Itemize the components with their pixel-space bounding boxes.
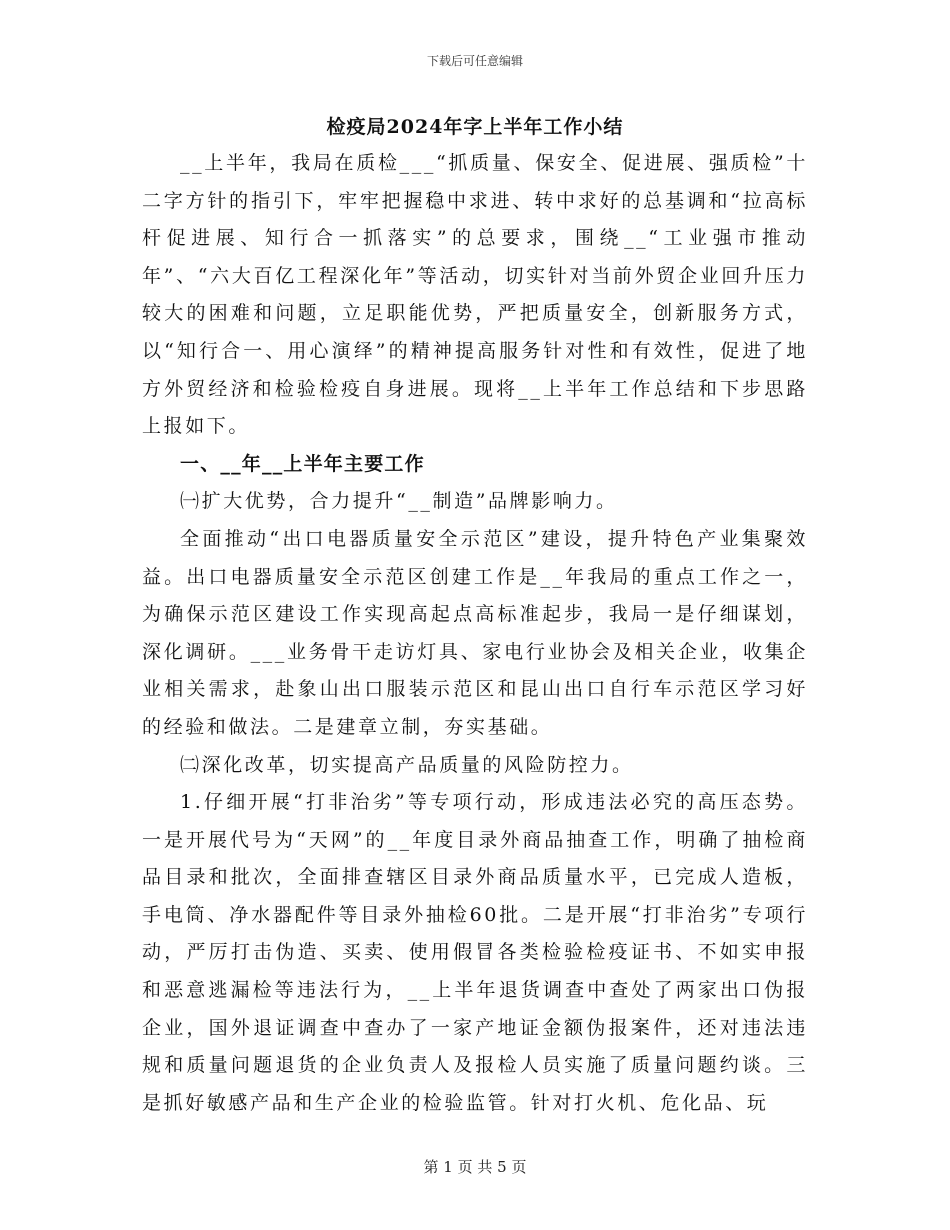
intro-paragraph: __上半年，我局在质检___“抓质量、保安全、促进展、强质检”十二字方针的指引下，牢牢把握稳中求进、转中求好的总基调和“拉高标杆促进展、知行合一抓落实”的总要求，围绕__“工业强市推动年”、“六大百亿工程深化年”等活动，切实针对当前外贸企业回升压力较大的困难和问题，立足职能优势，严把质量安全，创新服务方式，以“知行合一、用心演绎”的精神提高服务针对性和有效性，促进了地方外贸经济和检验检疫自身进展。现将__上半年工作总结和下步思路上报如下。 xyxy=(142,152,808,438)
body-paragraph: 1.仔细开展“打非治劣”等专项行动，形成违法必究的高压态势。一是开展代号为“天网”的__年度目录外商品抽查工作，明确了抽检商品目录和批次，全面排查辖区目录外商品质量水平，已完成人造板，手电筒、净水器配件等目录外抽检60批。二是开展“打非治劣”专项行动，严厉打击伪造、买卖、使用假冒各类检验检疫证书、不如实申报和恶意逃漏检等违法行为，__上半年退货调查中查处了两家出口伪报企业，国外退证调查中查办了一家产地证金额伪报案件，还对违法违规和质量问题退货的企业负责人及报检人员实施了质量问题约谈。三是抓好敏感产品和生产企业的检验监管。针对打火机、危化品、玩 xyxy=(142,791,808,1114)
body-paragraph: 全面推动“出口电器质量安全示范区”建设，提升特色产业集聚效益。出口电器质量安全示范区创建工作是__年我局的重点工作之一，为确保示范区建设工作实现高起点高标准起步，我局一是仔细谋划，深化调研。___业务骨干走访灯具、家电行业协会及相关企业，收集企业相关需求，赴象山出口服装示范区和昆山出口自行车示范区学习好的经验和做法。二是建章立制，夯实基础。 xyxy=(142,527,808,738)
document-body xyxy=(142,145,808,1122)
document-title: 检疫局2024年字上半年工作小结 xyxy=(326,116,624,138)
page-header-note: 下载后可任意编辑 xyxy=(426,54,523,68)
section-heading: 一、__年__上半年主要工作 xyxy=(180,452,425,475)
subsection-heading: ㈡深化改革，切实提高产品质量的风险防控力。 xyxy=(180,753,634,776)
page-number: 第 1 页 共 5 页 xyxy=(423,1158,527,1176)
subsection-heading: ㈠扩大优势，合力提升“__制造”品牌影响力。 xyxy=(180,490,618,513)
